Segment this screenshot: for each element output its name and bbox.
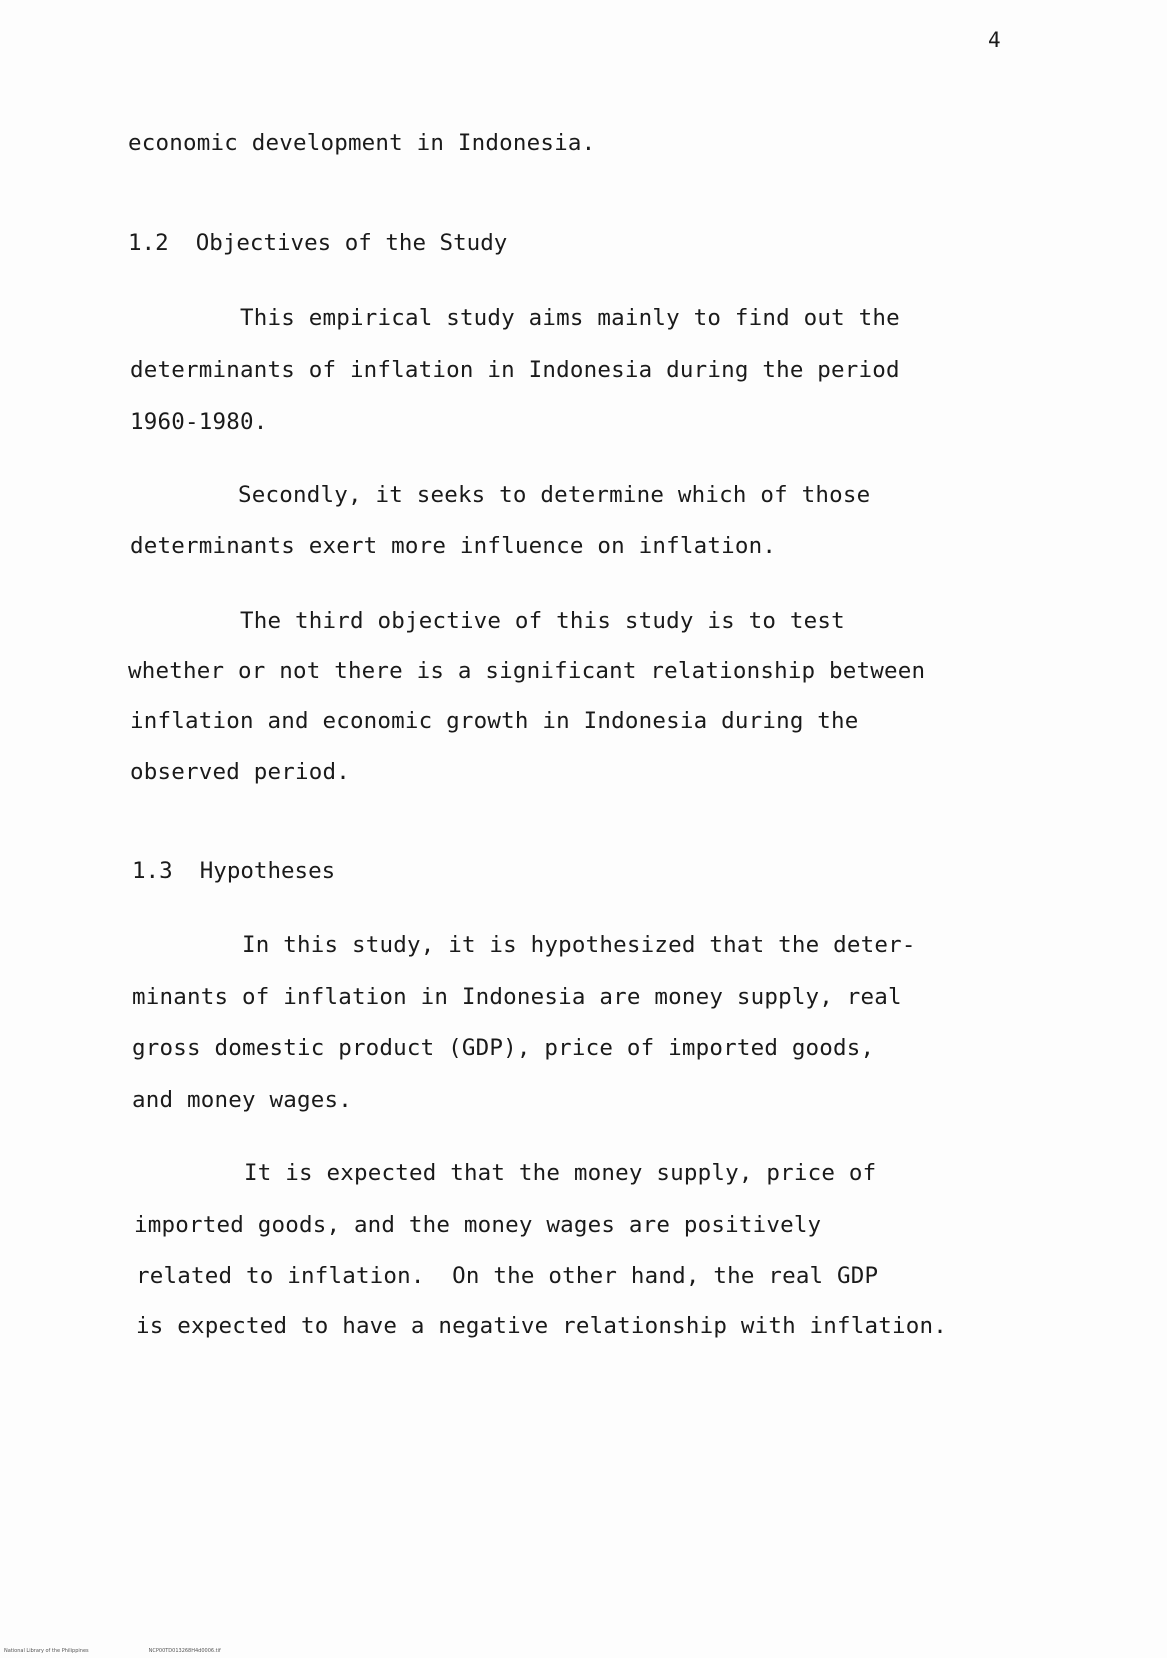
page-number: 4 (988, 28, 1001, 52)
text-line: It is expected that the money supply, price of (244, 1160, 877, 1186)
text-line: gross domestic product (GDP), price of imported goods, (132, 1035, 875, 1061)
text-line: inflation and economic growth in Indonesia during the (130, 708, 859, 734)
text-line: economic development in Indonesia. (128, 130, 596, 156)
footer-code: NCP00TD013268H4d0006.tif (148, 1648, 221, 1654)
text-line: related to inflation. On the other hand, the real GDP (136, 1263, 879, 1289)
text-line: This empirical study aims mainly to find out the (240, 305, 900, 331)
text-line: whether or not there is a significant relationship between (128, 658, 926, 684)
text-line: Secondly, it seeks to determine which of those (238, 482, 871, 508)
text-line: The third objective of this study is to test (240, 608, 845, 634)
text-line: determinants of inflation in Indonesia during the period (130, 357, 900, 383)
scan-footer (4, 1648, 281, 1654)
text-line: observed period. (130, 759, 350, 785)
text-line: and money wages. (132, 1087, 352, 1113)
footer-library: National Library of the Philippines (4, 1648, 89, 1654)
text-line: minants of inflation in Indonesia are money supply, real (132, 984, 902, 1010)
text-line: In this study, it is hypothesized that the deter- (242, 932, 916, 958)
section-heading-objectives: 1.2 Objectives of the Study (128, 230, 508, 256)
text-line: is expected to have a negative relationship with inflation. (136, 1313, 948, 1339)
text-line: 1960-1980. (130, 409, 268, 435)
text-line: imported goods, and the money wages are positively (134, 1212, 822, 1238)
text-line: determinants exert more influence on inflation. (130, 533, 777, 559)
section-heading-hypotheses: 1.3 Hypotheses (132, 858, 336, 884)
